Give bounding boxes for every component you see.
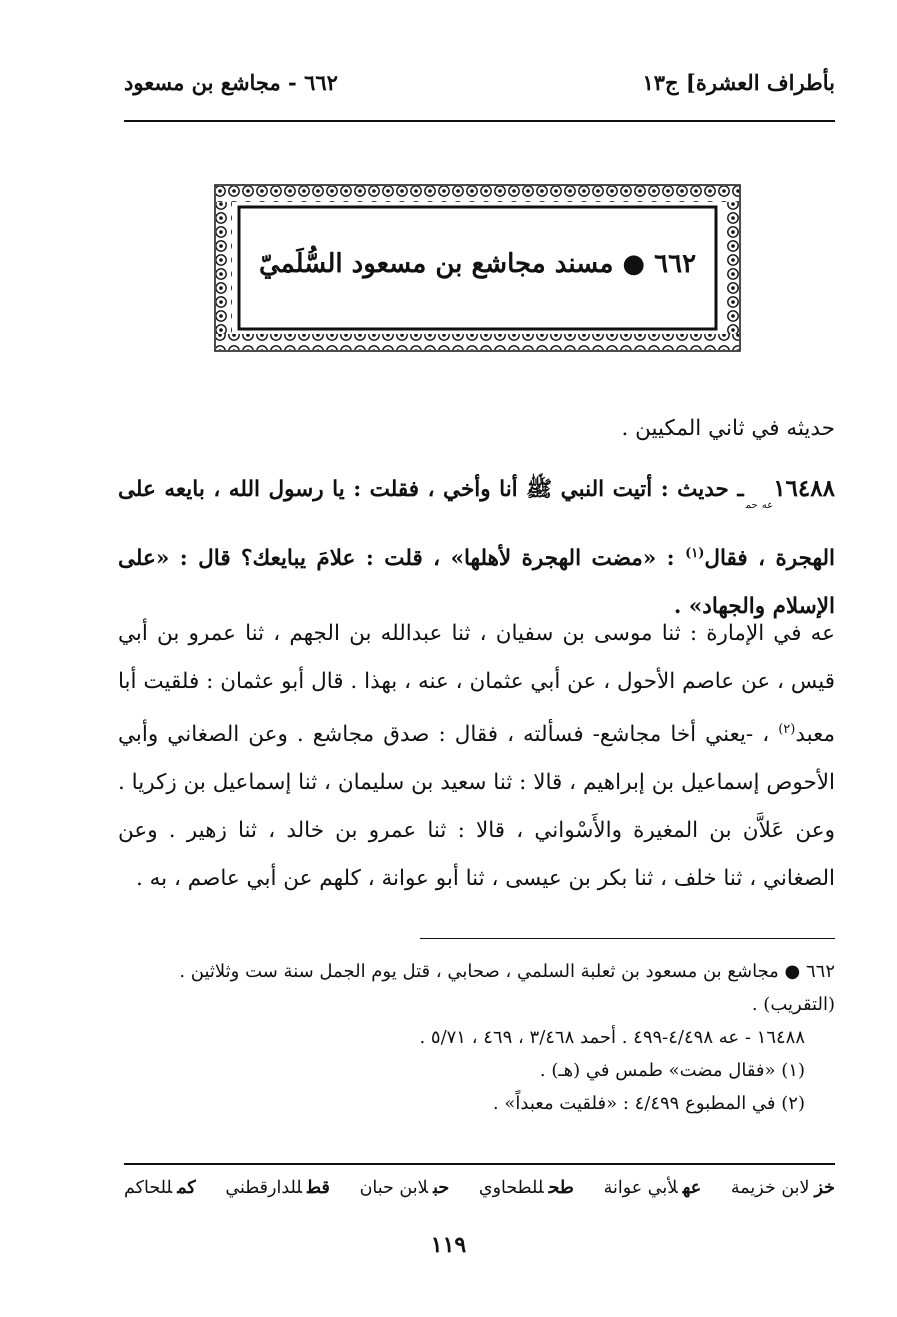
running-head-book: بأطراف العشرة] ج١٣ xyxy=(642,70,835,95)
abbreviation-item: خزلابن خزيمة xyxy=(730,1178,835,1198)
footnote-1: (١) «فقال مضت» طمس في (هـ) . xyxy=(539,1060,805,1081)
hadith-paragraph xyxy=(118,465,835,631)
hadith-number: ١٦٤٨٨ xyxy=(773,475,835,502)
footnote-biography: ٦٦٢ ● مجاشع بن مسعود بن ثعلبة السلمي ، صحابي ، قتل يوم الجمل سنة ست وثلاثين . (التقريب) . xyxy=(179,961,835,1015)
footnote-references: ١٦٤٨٨ - عه ٤/٤٩٨-٤٩٩ . أحمد ٣/٤٦٨ ، ٤٦٩ ، ٥/٧١ . xyxy=(419,1027,805,1048)
hadith-text-b: : «مضت الهجرة لأهلها» ، قلت : علامَ يبايعك؟ قال : «على الإسلام والجهاد» . xyxy=(118,546,835,619)
isnad-paragraph xyxy=(118,610,835,903)
running-head xyxy=(124,66,835,110)
abbreviation-item: كمللحاكم xyxy=(124,1178,196,1198)
isnad-text-a: عه في الإمارة : ثنا موسى بن سفيان ، ثنا عبدالله بن الجهم ، ثنا عمرو بن أبي قيس ، عن عاصم الأحول ، عن أبي عثمان ، عنه ، بهذا . قال أبو عثمان : فلقيت أبا معبد xyxy=(118,621,835,747)
page-number: ١١٩ xyxy=(430,1232,467,1258)
abbreviation-item: عهلأبي عوانة xyxy=(603,1178,702,1198)
footer-rule xyxy=(124,1163,835,1165)
footnotes xyxy=(118,955,835,1120)
abbreviation-item: قطللدارقطني xyxy=(225,1178,330,1198)
abbreviation-item: طحللطحاوي xyxy=(478,1178,574,1198)
footnote-rule xyxy=(420,938,835,939)
hadith-source-tag: عه حم xyxy=(745,500,774,511)
abbreviation-key xyxy=(124,1178,835,1198)
hadith-text-a: ـ حديث : أتيت النبي ﷺ أنا وأخي ، فقلت : يا رسول الله ، بايعه على الهجرة ، فقال xyxy=(118,477,835,571)
footnote-ref-1: (١) xyxy=(685,546,705,561)
header-rule xyxy=(124,120,835,122)
abbreviation-item: حبلابن حبان xyxy=(359,1178,450,1198)
section-title: ٦٦٢ ● مسند مجاشع بن مسعود السُّلَميّ xyxy=(258,249,697,279)
footnote-2: (٢) في المطبوع ٤/٤٩٩ : «فلقيت معبداً» . xyxy=(492,1093,805,1114)
intro-line: حديثه في ثاني المكيين . xyxy=(621,416,835,441)
ornamental-title-frame xyxy=(213,183,742,353)
running-head-chapter: ٦٦٢ - مجاشع بن مسعود xyxy=(124,70,338,95)
footnote-ref-2: (٢) xyxy=(778,722,796,737)
isnad-text-b: ، -يعني أخا مجاشع- فسألته ، فقال : صدق مجاشع . وعن الصغاني وأبي الأحوص إسماعيل بن إبراهيم ، قالا : ثنا سعيد بن سليمان ، ثنا إسماعيل بن زكريا . وعن عَلاَّن بن المغيرة والأَسْواني ، قالا : ثنا عمرو بن خالد ، ثنا زهير . وعن الصغاني ، ثنا خلف ، ثنا بكر بن عيسى ، ثنا أبو عوانة ، كلهم عن أبي عاصم ، به . xyxy=(118,722,835,891)
